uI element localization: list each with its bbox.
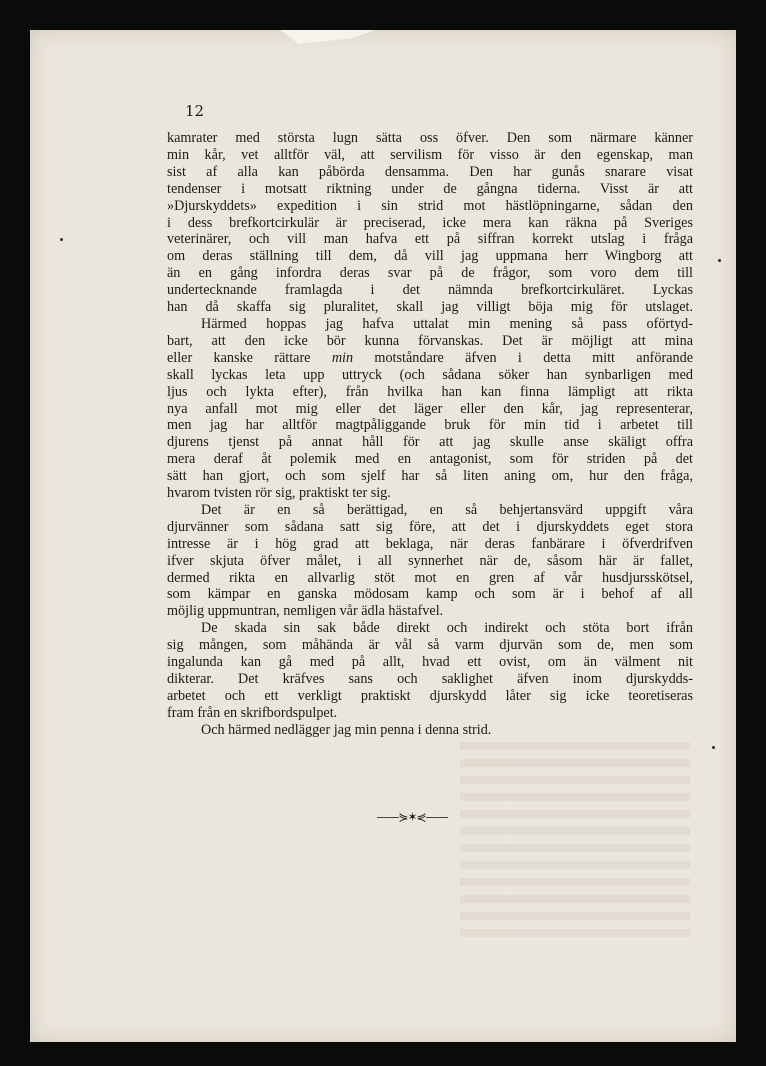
text-line: undertecknande framlagda i det nämnda brefkortcirkuläret. Lyckas <box>167 282 693 299</box>
text-line: Det är en så berättigad, en så behjertansvärd uppgift våra <box>201 501 693 518</box>
text-line: om deras ställning till dem, då vill jag uppmana herr Wingborg att <box>167 248 693 265</box>
spot-mark <box>718 259 721 262</box>
text-line: djurvänner som sådana satt sig före, att det i djurskyddets eget stora <box>167 518 693 535</box>
spot-mark <box>60 238 63 241</box>
text-line: tendenser i motsatt riktning under de gångna tiderna. Visst är att <box>167 180 693 197</box>
text-line: kamrater med största lugn sätta oss öfver. Den som närmare känner <box>167 130 693 146</box>
spot-mark <box>712 746 715 749</box>
text-line: Och härmed nedlägger jag min penna i denna strid. <box>201 721 492 738</box>
text-line: som kämpar en ganska mödosam kamp och som är i behof af all <box>167 586 693 603</box>
text-line: eller kanske rättare min motståndare äfven i detta mitt anförande <box>167 349 693 366</box>
text-line: arbetet och ett verkligt praktiskt djurskydd låter sig icke teoretiseras <box>167 687 693 704</box>
text-line: De skada sin sak både direkt och indirekt och stöta bort ifrån <box>201 620 693 637</box>
text-line: Härmed hoppas jag hafva uttalat min mening så pass oförtyd- <box>201 315 693 332</box>
text-line: veterinärer, och vill man hafva ett på siffran korrekt utslag i fråga <box>167 231 693 248</box>
text-line: han då skaffa sig pluralitet, skall jag villigt böja mig för utslaget. <box>167 299 693 316</box>
text-line: bart, att den icke bör kunna förvanskas. Det är möjligt att mina <box>167 332 693 349</box>
text-line: sig mången, som måhända är vål så varm djurvän som de, men som <box>167 637 693 654</box>
closing-ornament: ——⋟✶⋞—— <box>376 810 448 824</box>
body-text <box>167 130 693 739</box>
text-line: min kår, vet alltför väl, att servilism för visso är den egenskap, man <box>167 146 693 163</box>
text-line: men jag har alltför magtpåliggande bruk för min tid i arbetet till <box>167 417 693 434</box>
text-line: mera deraf åt polemik med en antagonist, som för striden på det <box>167 451 693 468</box>
text-line: nya anfall mot mig eller det läger eller den kår, jag representerar, <box>167 400 693 417</box>
text-line: skall lyckas leta upp uttryck (och sådana söker han synbarligen med <box>167 366 693 383</box>
document-page <box>30 30 736 1042</box>
text-line: sätt han gjort, och som sjelf har så liten aning om, hur den fråga, <box>167 468 693 485</box>
text-line: djurens tjenst på annat håll för att jag skulle anse skäligt offra <box>167 434 693 451</box>
torn-corner <box>280 30 375 44</box>
page-number: 12 <box>185 102 205 120</box>
text-line: än en gång infordra deras svar på de frågor, som voro dem till <box>167 265 693 282</box>
text-line: ljus och lykta efter), från hvilka han kan finna lämpligt att rikta <box>167 383 693 400</box>
text-line: ifver skjuta öfver målet, i all synnerhet när de, såsom här är fallet, <box>167 552 693 569</box>
text-line: sist af alla kan påbörda densamma. Den har gunås snarare visat <box>167 163 693 180</box>
text-line: i dess brefkortcirkulär är preciserad, icke mera kan räkna på Sveriges <box>167 214 693 231</box>
text-line: fram från en skrifbordspulpet. <box>167 704 338 721</box>
text-line: intresse är i hög grad att beklaga, när deras fanbärare i öfverdrifven <box>167 535 693 552</box>
text-line: hvarom tvisten rör sig, praktiskt ter sig. <box>167 485 391 502</box>
text-line: ingalunda kan gå med på allt, hvad ett ovist, om än välment nit <box>167 654 693 671</box>
show-through-text <box>460 742 690 942</box>
text-line: dikterar. Det kräfves sans och saklighet äfven inom djurskydds- <box>167 671 693 687</box>
text-line: dermed rikta en allvarlig stöt mot en gren af vår husdjursskötsel, <box>167 569 693 586</box>
text-line: möjlig uppmuntran, nemligen vår ädla hästafvel. <box>167 603 444 620</box>
text-line: »Djurskyddets» expedition i sin strid mot hästlöpningarne, sådan den <box>167 197 693 214</box>
emphasized-text: min <box>310 349 375 366</box>
